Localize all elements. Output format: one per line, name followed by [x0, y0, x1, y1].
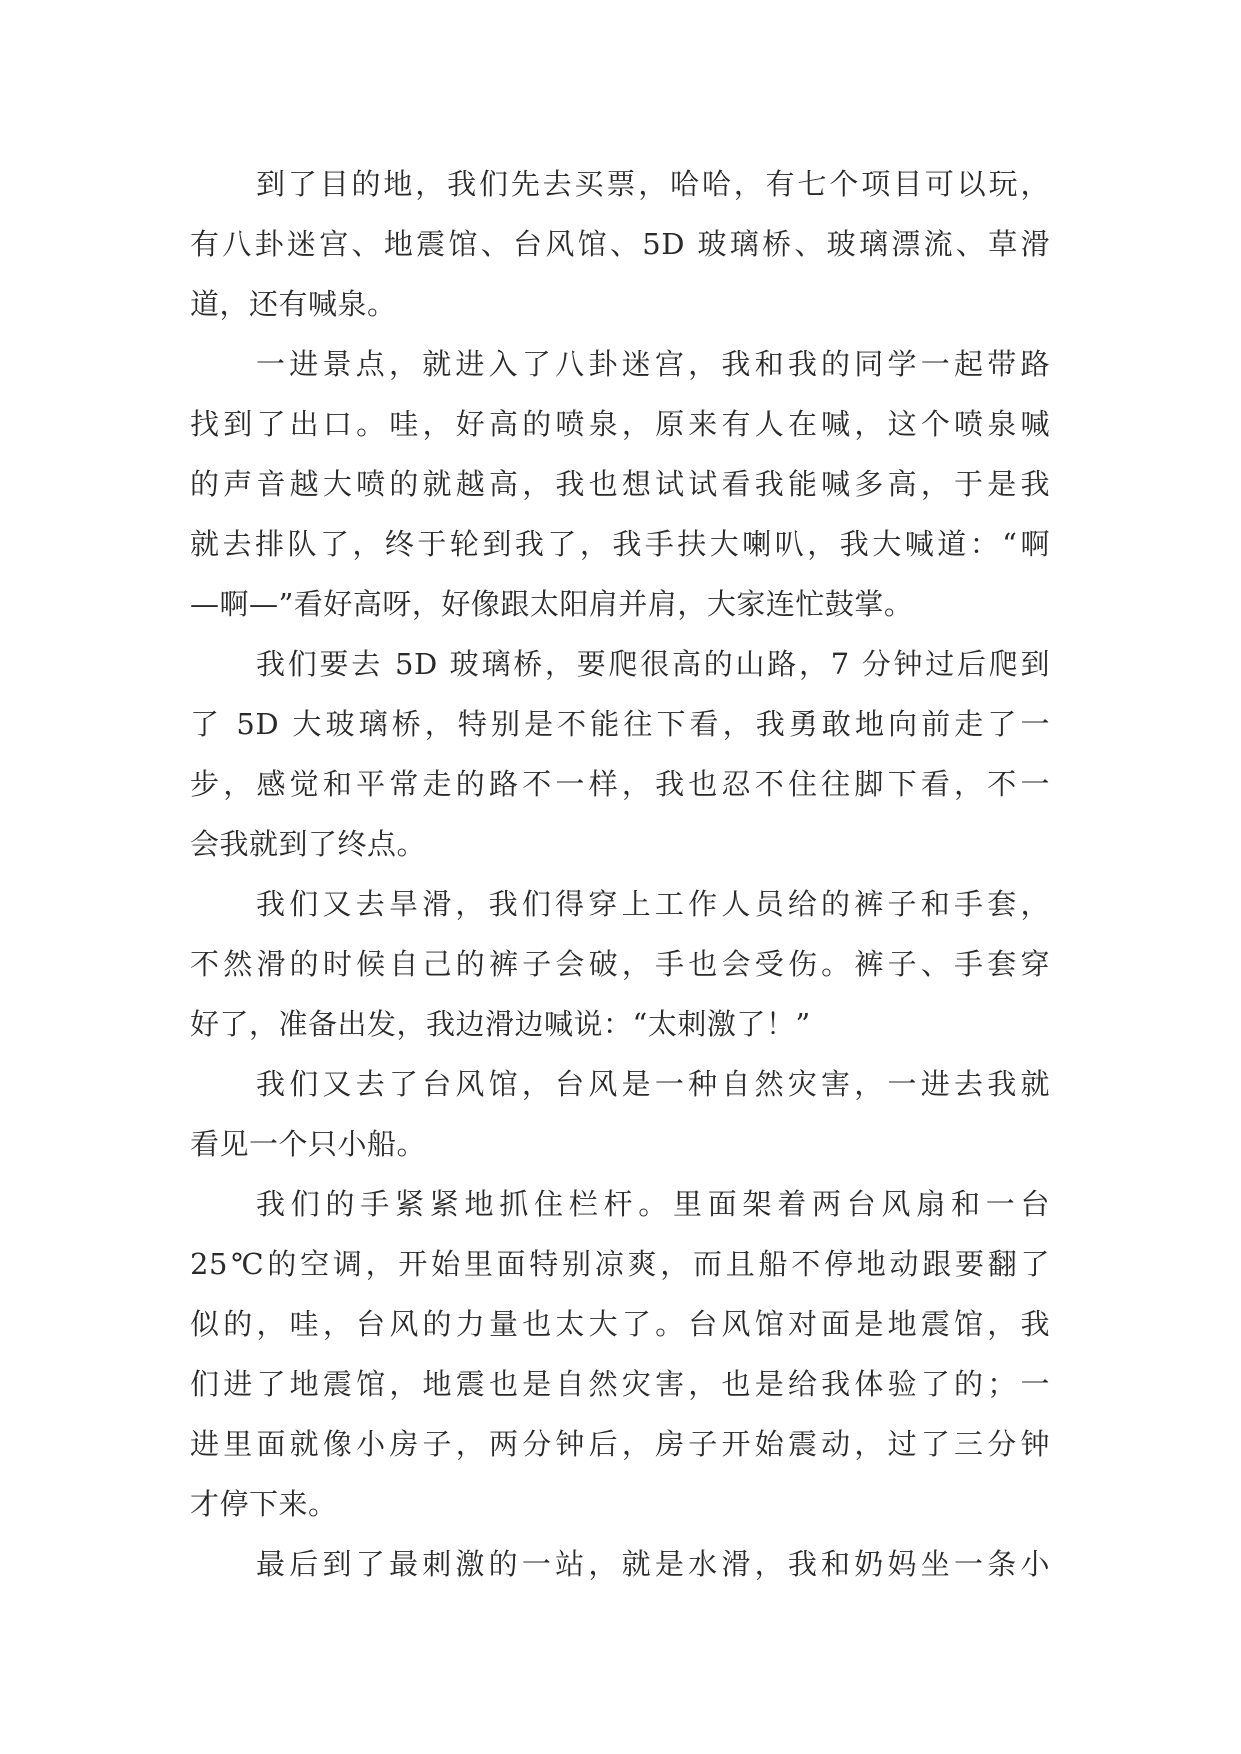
paragraph-6-line-6: 才停下来。	[190, 1487, 338, 1521]
paragraph-6-line-3: 似的，哇，台风的力量也太大了。台风馆对面是地震馆，我	[190, 1307, 1050, 1341]
paragraph-2-line-4: 就去排队了，终于轮到我了，我手扶大喇叭，我大喊道：“啊	[190, 527, 1050, 561]
paragraph-3-line-1: 我们要去 5D 玻璃桥，要爬很高的山路，7 分钟过后爬到	[256, 647, 1050, 681]
paragraph-3-line-2: 了 5D 大玻璃桥，特别是不能往下看，我勇敢地向前走了一	[190, 707, 1050, 741]
paragraph-2-line-1: 一进景点，就进入了八卦迷宫，我和我的同学一起带路	[256, 347, 1050, 381]
paragraph-3-line-4: 会我就到了终点。	[190, 827, 427, 861]
paragraph-6-line-2: 25℃的空调，开始里面特别凉爽，而且船不停地动跟要翻了	[190, 1247, 1050, 1281]
paragraph-6-line-5: 进里面就像小房子，两分钟后，房子开始震动，过了三分钟	[190, 1427, 1050, 1461]
paragraph-2-line-2: 找到了出口。哇，好高的喷泉，原来有人在喊，这个喷泉喊	[190, 407, 1050, 441]
paragraph-3-line-3: 步，感觉和平常走的路不一样，我也忍不住往脚下看，不一	[190, 767, 1050, 801]
paragraph-2-line-5: —啊—”看好高呀，好像跟太阳肩并肩，大家连忙鼓掌。	[190, 587, 914, 621]
paragraph-7-line-1: 最后到了最刺激的一站，就是水滑，我和奶妈坐一条小	[256, 1547, 1050, 1581]
paragraph-2-line-3: 的声音越大喷的就越高，我也想试试看我能喊多高，于是我	[190, 467, 1050, 501]
paragraph-1-line-2: 有八卦迷宫、地震馆、台风馆、5D 玻璃桥、玻璃漂流、草滑	[190, 227, 1050, 261]
paragraph-6-line-4: 们进了地震馆，地震也是自然灾害，也是给我体验了的；一	[190, 1367, 1050, 1401]
paragraph-4-line-1: 我们又去旱滑，我们得穿上工作人员给的裤子和手套，	[256, 887, 1050, 921]
paragraph-4-line-2: 不然滑的时候自己的裤子会破，手也会受伤。裤子、手套穿	[190, 947, 1050, 981]
essay-body	[190, 154, 1050, 1594]
paragraph-1-line-3: 道，还有喊泉。	[190, 287, 397, 321]
paragraph-5-line-2: 看见一个只小船。	[190, 1127, 427, 1161]
paragraph-5-line-1: 我们又去了台风馆，台风是一种自然灾害，一进去我就	[256, 1067, 1050, 1101]
paragraph-1-line-1: 到了目的地，我们先去买票，哈哈，有七个项目可以玩，	[256, 167, 1050, 201]
paragraph-6-line-1: 我们的手紧紧地抓住栏杆。里面架着两台风扇和一台	[256, 1187, 1050, 1221]
paragraph-4-line-3: 好了，准备出发，我边滑边喊说：“太刺激了！”	[190, 1007, 811, 1041]
